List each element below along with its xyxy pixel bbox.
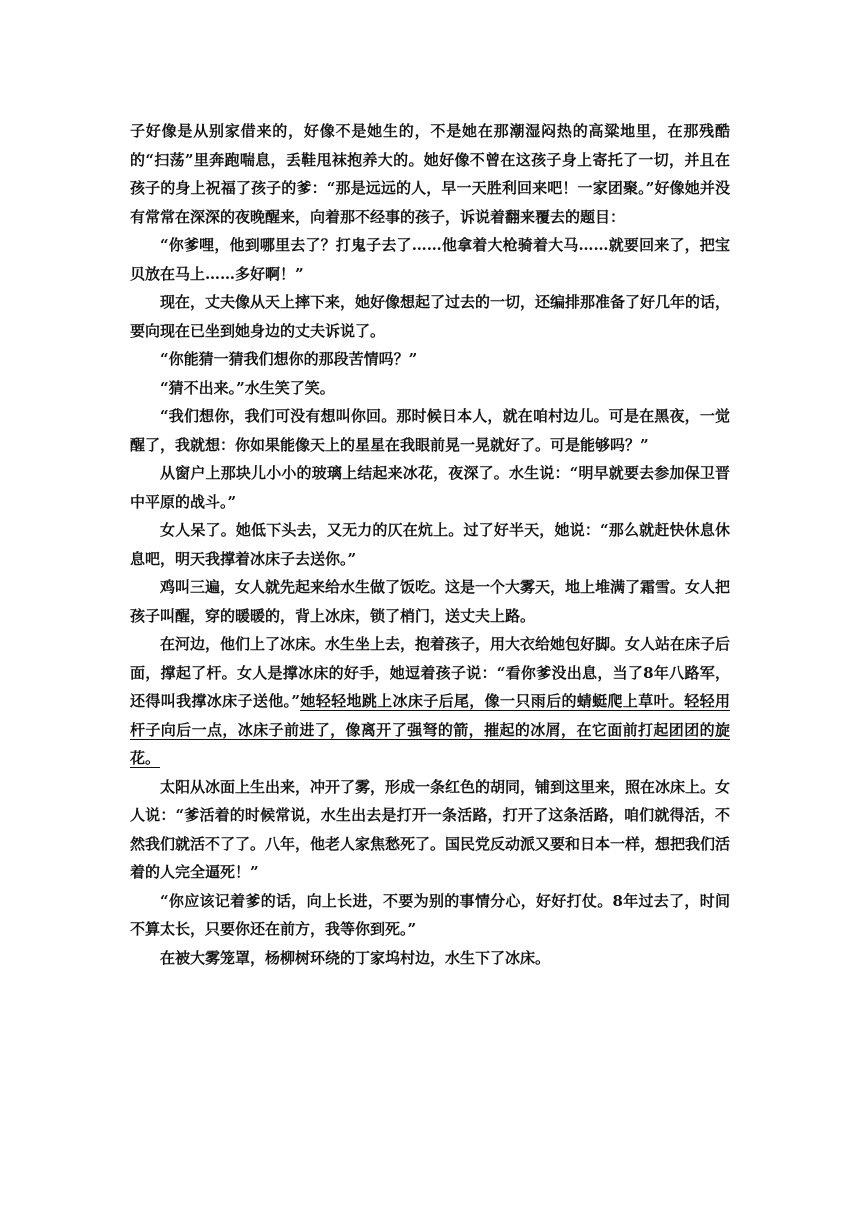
paragraph-9: 鸡叫三遍，女人就先起来给水生做了饭吃。这是一个大雾天，地上堆满了霜雪。女人把孩子叫醒，穿的暖暖的，背上冰床，锁了梢门，送丈夫上路。 [130, 578, 731, 625]
document-page [130, 117, 730, 972]
paragraph-10 [130, 630, 730, 773]
paragraph-2: “你爹哩，他到哪里去了？打鬼子去了……他拿着大枪骑着大马……就要回来了，把宝贝放在马上……多好啊！” [130, 236, 730, 283]
paragraph-7: 从窗户上那块儿小小的玻璃上结起来冰花，夜深了。水生说：“明早就要去参加保卫晋中平原的战斗。” [130, 464, 730, 511]
underlined-passage: 她轻轻地跳上冰床子后尾，像一只雨后的蜻蜓爬上草叶。轻轻用杆子向后一点，冰床子前进了，像离开了强弩的箭，摧起的冰屑，在它面前打起团团的旋花。 [130, 692, 730, 767]
paragraph-11: 太阳从冰面上生出来，冲开了雾，形成一条红色的胡同，铺到这里来，照在冰床上。女人说：“爹活着的时候常说，水生出去是打开一条活路，打开了这条活路，咱们就得活，不然我们就活不了了。八年，他老人家焦愁死了。国民党反动派又要和日本一样，想把我们活着的人完全逼死！” [130, 777, 731, 881]
paragraph-1: 子好像是从别家借来的，好像不是她生的，不是她在那潮湿闷热的高粱地里，在那残酷的“扫荡”里奔跑喘息，丢鞋甩袜抱养大的。她好像不曾在这孩子身上寄托了一切，并且在孩子的身上祝福了孩子的爹：“那是远远的人，早一天胜利回来吧！一家团聚。”好像她并没有常常在深深的夜晚醒来，向着那不经事的孩子，诉说着翻来覆去的题目： [130, 122, 730, 226]
paragraph-4: “你能猜一猜我们想你的那段苦情吗？” [160, 350, 418, 368]
paragraph-6: “我们想你，我们可没有想叫你回。那时候日本人，就在咱村边儿。可是在黑夜，一觉醒了，我就想：你如果能像天上的星星在我眼前晃一晃就好了。可是能够吗？” [130, 407, 730, 454]
paragraph-8: 女人呆了。她低下头去，又无力的仄在炕上。过了好半天，她说：“那么就赶快休息休息吧，明天我撑着冰床子去送你。” [130, 521, 730, 568]
paragraph-12: “你应该记着爹的话，向上长进，不要为别的事情分心，好好打仗。8年过去了，时间不算太长，只要你还在前方，我等你到死。” [130, 891, 730, 938]
paragraph-13: 在被大雾笼罩，杨柳树环绕的丁家坞村边，水生下了冰床。 [160, 948, 551, 967]
paragraph-5: “猜不出来。”水生笑了笑。 [160, 378, 335, 397]
paragraph-3: 现在，丈夫像从天上摔下来，她好像想起了过去的一切，还编排那准备了好几年的话，要向现在已坐到她身边的丈夫诉说了。 [130, 293, 731, 340]
paragraph-10-text: 在河边，他们上了冰床。水生坐上去，抱着孩子，用大衣给她包好脚。女人站在床子后面，撑起了杆。女人是撑冰床的好手，她逗着孩子说：“看你爹没出息，当了8年八路军，还得叫我撑冰床子送他。” [130, 635, 731, 710]
